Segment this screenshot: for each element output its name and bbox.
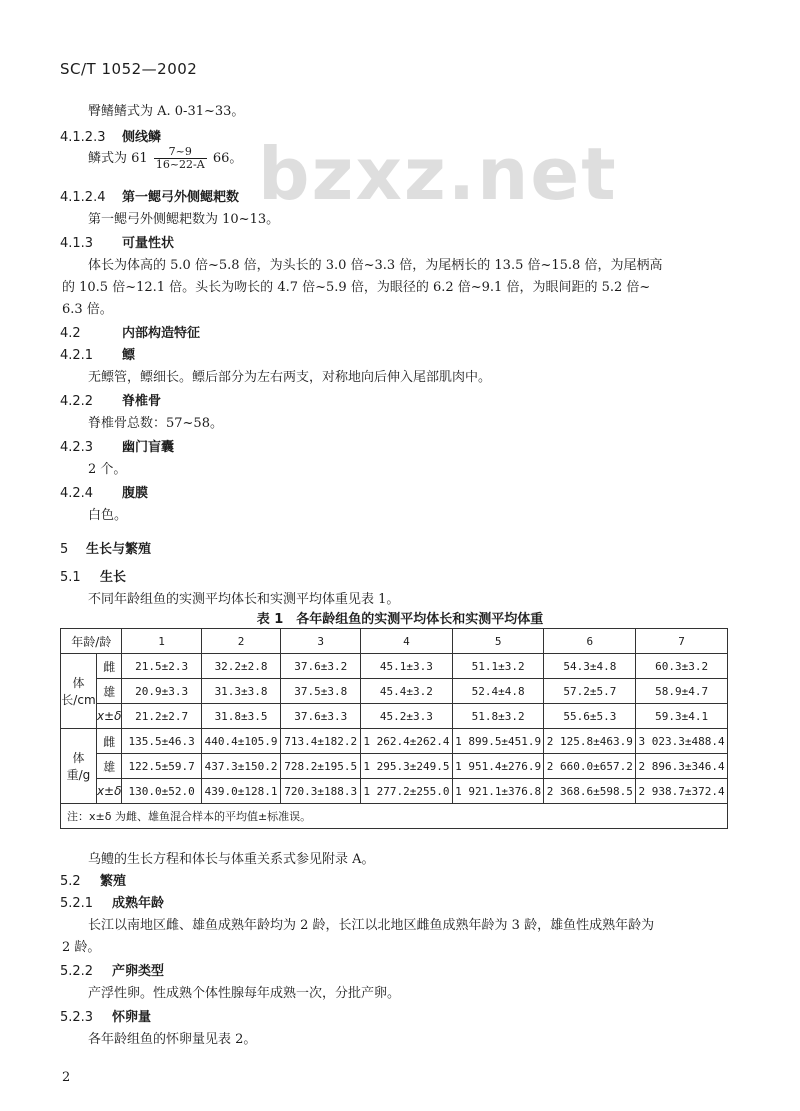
table-cell: 55.6±5.3 [544, 704, 636, 729]
section-title: 鳔 [122, 348, 136, 363]
section-heading [60, 232, 174, 251]
table-cell: 2 896.3±346.4 [636, 754, 728, 779]
section-heading [60, 892, 164, 911]
table-cell: 122.5±59.7 [122, 754, 201, 779]
table-cell: 37.5±3.8 [281, 679, 361, 704]
table-cell: 2 125.8±463.9 [544, 729, 636, 754]
section-title: 内部构造特征 [122, 326, 201, 341]
section-heading [60, 126, 161, 145]
page-number: 2 [62, 1070, 71, 1085]
weight-group-label: 体重/g [61, 729, 97, 804]
table-cell: 52.4±4.8 [452, 679, 544, 704]
paragraph: 乌鳢的生长方程和体长与体重关系式参见附录 A。 [88, 852, 375, 867]
paragraph: 不同年龄组鱼的实测平均体长和实测平均体重见表 1。 [88, 592, 400, 607]
age-header: 5 [452, 629, 544, 654]
formula-fraction [154, 146, 207, 171]
paragraph: 白色。 [88, 508, 128, 523]
section-number: 4.2.4 [60, 486, 94, 501]
paragraph: 各年龄组鱼的怀卵量见表 2。 [88, 1032, 257, 1047]
paragraph-continued: 的 10.5 倍~12.1 倍。头长为吻长的 4.7 倍~5.9 倍，为眼径的 6.2 倍~9.1 倍，为眼间距的 5.2 倍~ [62, 280, 651, 295]
paragraph: 无鳔管，鳔细长。鳔后部分为左右两支，对称地向后伸入尾部肌肉中。 [88, 370, 492, 385]
table-cell: 58.9±4.7 [636, 679, 728, 704]
sex-label: x±δ [96, 704, 122, 729]
table-cell: 21.5±2.3 [122, 654, 201, 679]
section-number: 5.2.1 [60, 896, 94, 911]
formula-suffix: 66。 [212, 151, 243, 166]
table-row [61, 679, 728, 704]
section-title: 生长 [100, 570, 127, 585]
table-cell: 51.8±3.2 [452, 704, 544, 729]
length-group-label: 体长/cm [61, 654, 97, 729]
section-number: 4.1.2.3 [60, 130, 106, 145]
section-title: 第一鳃弓外侧鳃耙数 [122, 190, 240, 205]
table-cell: 3 023.3±488.4 [636, 729, 728, 754]
table-cell: 713.4±182.2 [281, 729, 361, 754]
age-header: 1 [122, 629, 201, 654]
table-note-row [61, 804, 728, 829]
section-number: 5.2.2 [60, 964, 94, 979]
sex-label: 雌 [96, 654, 122, 679]
section-title: 腹膜 [122, 486, 149, 501]
table-cell: 2 938.7±372.4 [636, 779, 728, 804]
fraction-denominator: 16~22-A [155, 158, 205, 171]
section-heading [60, 1006, 151, 1025]
paragraph: 第一鳃弓外侧鳃耙数为 10~13。 [88, 212, 280, 227]
fraction-numerator: 7~9 [154, 146, 207, 159]
table-cell: 1 921.1±376.8 [452, 779, 544, 804]
paragraph-continued: 6.3 倍。 [62, 302, 113, 317]
table-cell: 437.3±150.2 [201, 754, 281, 779]
table-cell: 32.2±2.8 [201, 654, 281, 679]
table-cell: 1 295.3±249.5 [361, 754, 453, 779]
paragraph: 体长为体高的 5.0 倍~5.8 倍，为头长的 3.0 倍~3.3 倍，为尾柄长的 13.5 倍~15.8 倍，为尾柄高 [88, 258, 663, 273]
table-cell: 728.2±195.5 [281, 754, 361, 779]
section-heading [60, 870, 126, 889]
table-cell: 45.4±3.2 [361, 679, 453, 704]
table-cell: 439.0±128.1 [201, 779, 281, 804]
paragraph: 2 个。 [88, 462, 127, 477]
section-heading [60, 344, 135, 363]
table-cell: 51.1±3.2 [452, 654, 544, 679]
table-cell: 60.3±3.2 [636, 654, 728, 679]
section-number: 5 [60, 542, 69, 557]
paragraph-continued: 2 龄。 [62, 940, 101, 955]
table-cell: 1 899.5±451.9 [452, 729, 544, 754]
section-title: 侧线鳞 [122, 130, 162, 145]
section-heading [60, 436, 174, 455]
section-number: 4.2.2 [60, 394, 94, 409]
age-header: 6 [544, 629, 636, 654]
section-title: 脊椎骨 [122, 394, 162, 409]
paragraph: 产浮性卵。性成熟个体性腺每年成熟一次，分批产卵。 [88, 986, 401, 1001]
section-title: 怀卵量 [112, 1010, 152, 1025]
section-title: 产卵类型 [112, 964, 165, 979]
table-cell: 21.2±2.7 [122, 704, 201, 729]
table-cell: 31.3±3.8 [201, 679, 281, 704]
section-heading [60, 322, 200, 341]
table-corner-cell: 年龄/龄 [61, 629, 122, 654]
section-number: 4.2.1 [60, 348, 94, 363]
section-heading [60, 186, 239, 205]
table-header-row [61, 629, 728, 654]
table-cell: 45.1±3.3 [361, 654, 453, 679]
table-row [61, 729, 728, 754]
table-row [61, 754, 728, 779]
table-cell: 720.3±188.3 [281, 779, 361, 804]
table-cell: 1 262.4±262.4 [361, 729, 453, 754]
age-header: 7 [636, 629, 728, 654]
section-title: 可量性状 [122, 236, 175, 251]
sex-label: 雄 [96, 754, 122, 779]
section-number: 4.1.3 [60, 236, 94, 251]
section-heading [60, 960, 164, 979]
age-header: 2 [201, 629, 281, 654]
table-cell: 37.6±3.2 [281, 654, 361, 679]
paragraph: 脊椎骨总数：57~58。 [88, 416, 223, 431]
sex-label: 雌 [96, 729, 122, 754]
age-header: 4 [361, 629, 453, 654]
data-table [60, 628, 728, 829]
paragraph: 长江以南地区雌、雄鱼成熟年龄均为 2 龄，长江以北地区雌鱼成熟年龄为 3 龄，雄鱼性成熟年龄为 [88, 918, 655, 933]
table-row [61, 779, 728, 804]
table-cell: 440.4±105.9 [201, 729, 281, 754]
table-cell: 54.3±4.8 [544, 654, 636, 679]
section-heading [60, 538, 151, 557]
table-cell: 2 368.6±598.5 [544, 779, 636, 804]
sex-label: 雄 [96, 679, 122, 704]
table-cell: 37.6±3.3 [281, 704, 361, 729]
sex-label: x±δ [96, 779, 122, 804]
section-number: 4.2.3 [60, 440, 94, 455]
age-header: 3 [281, 629, 361, 654]
table-cell: 2 660.0±657.2 [544, 754, 636, 779]
section-title: 生长与繁殖 [86, 542, 152, 557]
table-cell: 130.0±52.0 [122, 779, 201, 804]
formula-prefix: 鳞式为 61 [88, 151, 148, 166]
table-cell: 31.8±3.5 [201, 704, 281, 729]
section-title: 成熟年龄 [112, 896, 165, 911]
section-number: 5.1 [60, 570, 81, 585]
table-cell: 135.5±46.3 [122, 729, 201, 754]
table-caption: 表 1 各年龄组鱼的实测平均体长和实测平均体重 [256, 612, 544, 627]
section-title: 繁殖 [100, 874, 127, 889]
table-row [61, 654, 728, 679]
section-number: 4.1.2.4 [60, 190, 106, 205]
section-title: 幽门盲囊 [122, 440, 175, 455]
table-cell: 57.2±5.7 [544, 679, 636, 704]
table-cell: 1 277.2±255.0 [361, 779, 453, 804]
section-heading [60, 390, 161, 409]
watermark: bzxz.net [258, 132, 618, 216]
standard-code: SC/T 1052—2002 [60, 60, 198, 78]
table-cell: 20.9±3.3 [122, 679, 201, 704]
paragraph: 臀鳍鳍式为 A. 0-31~33。 [88, 104, 245, 119]
table-cell: 59.3±4.1 [636, 704, 728, 729]
scale-formula [88, 146, 242, 171]
section-heading [60, 566, 126, 585]
table-cell: 45.2±3.3 [361, 704, 453, 729]
section-number: 4.2 [60, 326, 81, 341]
table-note: 注：x±δ 为雌、雄鱼混合样本的平均值±标准误。 [61, 804, 728, 829]
table-row [61, 704, 728, 729]
section-heading [60, 482, 148, 501]
section-number: 5.2 [60, 874, 81, 889]
table-cell: 1 951.4±276.9 [452, 754, 544, 779]
section-number: 5.2.3 [60, 1010, 94, 1025]
